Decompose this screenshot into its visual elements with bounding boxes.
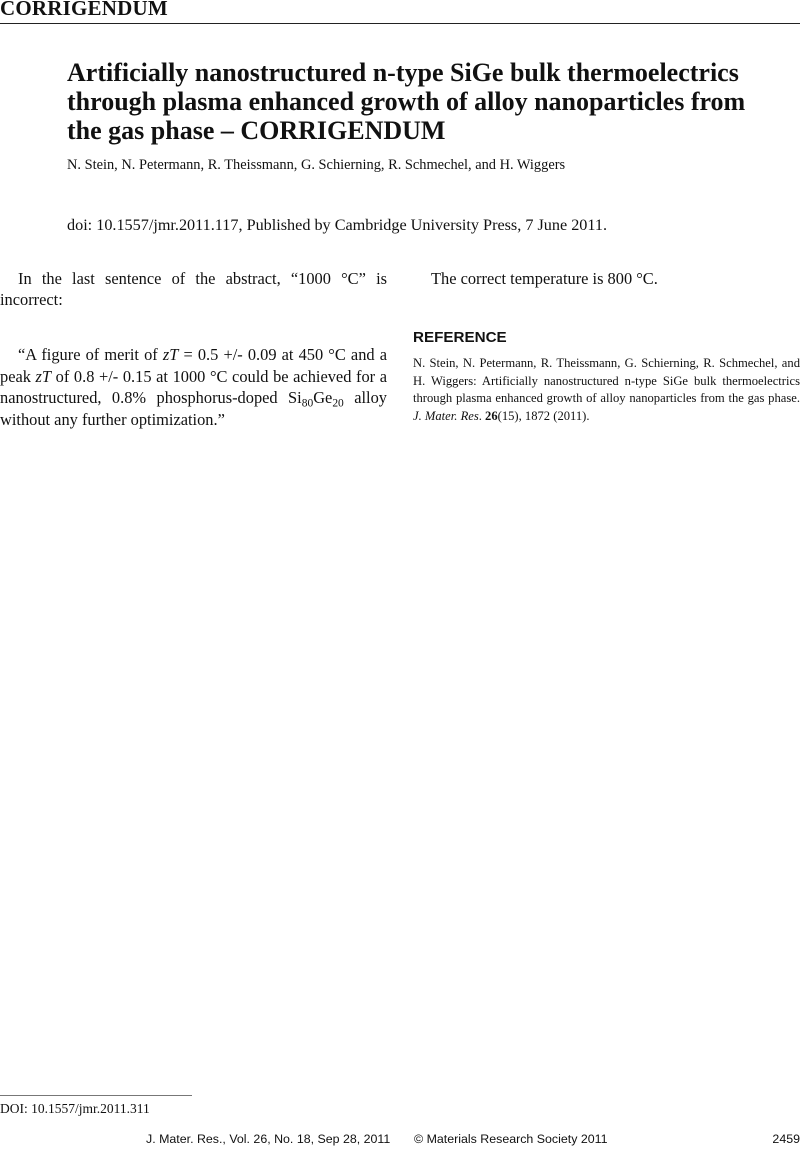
footnote-doi: DOI: 10.1557/jmr.2011.311 (0, 1101, 150, 1116)
reference-entry (413, 355, 800, 425)
zt-symbol-2: zT (35, 366, 52, 386)
right-column (413, 269, 800, 423)
page-number: 2459 (772, 1132, 800, 1146)
reference-heading: REFERENCE (413, 329, 507, 346)
header-rule (0, 23, 800, 24)
reference-volume: 26 (485, 408, 498, 423)
correction-statement: The correct temperature is 800 °C. (431, 269, 658, 288)
footer-journal-info: J. Mater. Res., Vol. 26, No. 18, Sep 28, 2011 (146, 1132, 391, 1146)
quote-text-2: = 0.5 +/- 0.09 at 450 °C and a peak (0, 345, 387, 386)
reference-issue-pages: (15), 1872 (2011). (497, 408, 590, 423)
reference-journal: J. Mater. Res (413, 408, 479, 423)
intro-paragraph: In the last sentence of the abstract, “1000 °C” is incorrect: (0, 269, 387, 309)
article-title: Artificially nanostructured n-type SiGe bulk thermoelectrics through plasma enhanced growth of alloy nanoparticles from the gas phase – CORRIGENDUM (67, 58, 746, 145)
quote-text-3: of 0.8 +/- 0.15 at 1000 °C could be achieved for a nanostructured, 0.8% phosphorus-doped Si (0, 366, 387, 407)
zt-symbol: zT (162, 345, 179, 364)
reference-separator: . (478, 408, 486, 423)
doi-publication-line: doi: 10.1557/jmr.2011.117, Published by Cambridge University Press, 7 June 2011. (67, 216, 608, 234)
si-subscript: 80 (301, 397, 314, 410)
quote-text-1: “A figure of merit of (18, 345, 163, 364)
section-header: CORRIGENDUM (0, 0, 168, 20)
ge-symbol: Ge (313, 388, 333, 407)
quoted-abstract (0, 344, 387, 430)
footnote-rule (0, 1095, 192, 1096)
footer-copyright: © Materials Research Society 2011 (414, 1132, 608, 1146)
left-column (0, 269, 387, 430)
reference-citation-text: N. Stein, N. Petermann, R. Theissmann, G. Schierning, R. Schmechel, and H. Wiggers: Artificially nanostructured n-type SiGe bulk thermoelectrics through plasma enhanced growth of alloy nanoparticles from the gas phase. (413, 356, 800, 405)
author-list: N. Stein, N. Petermann, R. Theissmann, G. Schierning, R. Schmechel, and H. Wiggers (67, 157, 566, 173)
ge-subscript: 20 (332, 397, 344, 410)
quote-text-4: alloy without any further optimization.” (0, 388, 387, 429)
